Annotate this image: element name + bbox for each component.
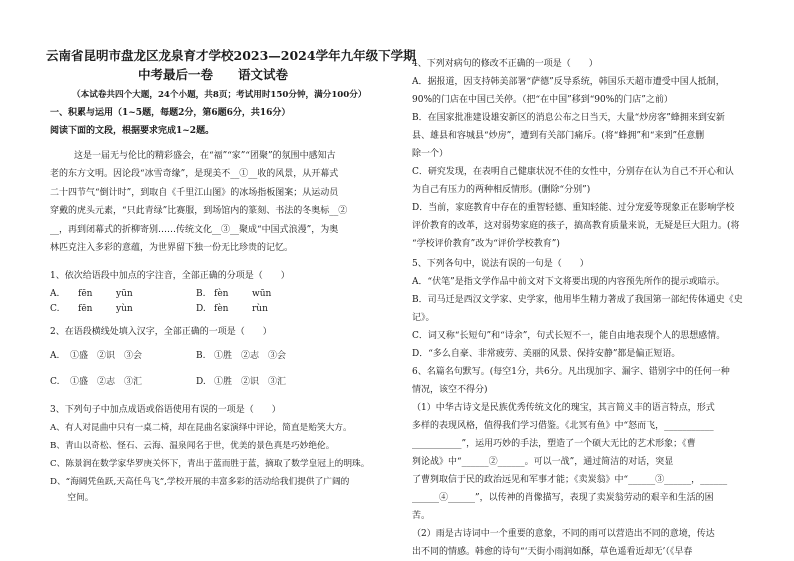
question-4: 4、下列对病句的修改不正确的一项是（ ） <box>412 59 598 69</box>
question-2: 2、在语段横线处填入汉字，全部正确的一项是（ ） <box>50 327 272 337</box>
exam-title-line1: 云南省昆明市盘龙区龙泉育才学校2023—2024学年九年级下学期 <box>46 48 416 63</box>
q4-line: 除一个） <box>412 149 449 159</box>
q1-option-b-value1: fèn <box>214 289 229 299</box>
q3-option: A、有人对昆曲中只有一桌二椅，却在昆曲名家演绎中评论，简直是贻笑大方。 <box>50 423 352 433</box>
q1-option-b-value2: wūn <box>252 289 272 299</box>
q6-line: 苦。 <box>412 511 431 521</box>
passage-line: 林匹克注入多彩的意蕴，为世界留下独一份无比珍贵的记忆。 <box>50 243 294 253</box>
q3-option: D、“海阔凭鱼跃,天高任鸟飞”,学校开展的丰富多彩的活动给我们提供了广阔的 <box>50 477 350 487</box>
q4-line: C．研究发现，在表明自己健康状况不佳的女性中，分别存在认为自己不开心和认 <box>412 167 734 177</box>
q4-line: B．在国家批准建设雄安新区的消息公布之日当天，大量“炒房客”蜂拥来到安新 <box>412 113 725 123</box>
q1-option-c-value2: yùn <box>116 304 133 314</box>
q6-line: 出不同的情感。韩愈的诗句“‘天街小雨润如酥，草色遥看近却无’（《早春 <box>412 547 693 557</box>
q4-line: A．据报道，因支持韩美部署“萨德”反导系统，韩国乐天超市遭受中国人抵制， <box>412 77 725 87</box>
q3-option: B、青山以奇松、怪石、云海、温泉闻名于世，优美的景色真是巧妙绝伦。 <box>50 441 335 451</box>
question-1: 1、依次给语段中加点的字注音，全部正确的分项是（ ） <box>50 271 290 281</box>
q6-line: （2）雨是古诗词中一个重要的意象，不同的雨可以营造出不同的意境，传达 <box>412 529 715 539</box>
q1-option-d-label: D. <box>196 304 206 314</box>
q2-option-b-text: ①胜 ②志 ③会 <box>214 351 287 361</box>
q3-option-continuation: 空间。 <box>50 493 94 503</box>
passage-line: __，再到闭幕式的折柳寄别……传统文化__③__聚成“中国式浪漫”，为奥 <box>50 225 339 235</box>
q1-option-c-label: C. <box>50 304 60 314</box>
q1-option-a-label: A. <box>50 289 60 299</box>
q1-option-a-value1: fēn <box>78 289 93 299</box>
q4-line: D．当前，家庭教育中存在的重智轻德、重知轻能、过分宠爱等现象正在影响学校 <box>412 203 735 213</box>
q2-option-d-text: ①胜 ②识 ③汇 <box>214 377 287 387</box>
q6-line: 多样的表现风格，值得我们学习借鉴。《北冥有鱼》中“怒而飞，___________ <box>412 421 714 431</box>
q2-option-b-label: B. <box>196 351 206 361</box>
passage-line: 二十四节气“倒计时”，到取自《千里江山图》的冰场指板图案；从运动员 <box>50 188 339 198</box>
q3-option: C、陈景润在数学家华罗庚关怀下，青出于蓝而胜于蓝，摘取了数学皇冠上的明珠。 <box>50 459 370 469</box>
passage-line: 穿戴的虎头元素，“只此青绿”比赛服，到场馆内的篆刻、书法的冬奥标__② <box>50 206 348 216</box>
passage-line: 老的东方文明。因论段“冰雪奇缘”，是现美不__①__收的风景，从开幕式 <box>50 169 339 179</box>
q2-option-a-label: A. <box>50 351 60 361</box>
exam-note: （本试卷共四个大题，24个小题，共8页；考试用时150分钟，满分100分） <box>72 90 367 100</box>
q2-option-d-label: D. <box>196 377 206 387</box>
q4-line: 评价教育的改革，这对弱势家庭的孩子，搞高教育质量来说，无疑是巨大阻力。(将 <box>412 221 740 231</box>
q5-line: A．“伏笔”是指文学作品中前文对下文将要出现的内容预先所作的提示或暗示。 <box>412 277 725 287</box>
q6-line: ______④______”，以传神的肖像描写，表现了卖炭翁劳动的艰辛和生活的困 <box>412 493 714 503</box>
q4-line: 为自己有压力的两种相反情形。(删除“分别”) <box>412 185 591 195</box>
section-1-heading: 一、积累与运用（1~5题，每题2分，第6题6分，共16分） <box>50 108 291 118</box>
q1-option-c-value1: fēn <box>78 304 93 314</box>
q2-option-c-text: ①盛 ②志 ③汇 <box>70 377 143 387</box>
q1-option-a-value2: yūn <box>116 289 133 299</box>
q6-line: （1）中华古诗文是民族优秀传统文化的瑰宝，其言简义丰的语言特点，形式 <box>412 403 715 413</box>
q4-line: 90%的门店在中国已关停。（把“在中国”移到“90%的门店”之前） <box>412 95 673 105</box>
q5-line: D．“多么自豪、非常疲劳、美丽的风景、保持安静”都是偏正短语。 <box>412 349 681 359</box>
q1-option-b-label: B. <box>196 289 206 299</box>
q2-option-a-text: ①盛 ②识 ③会 <box>70 351 143 361</box>
reading-instruction: 阅读下面的文段，根据要求完成1~2题。 <box>50 126 215 136</box>
q6-line: 了曹刿取信于民的政治远见和军事才能；《卖炭翁》中“______③______，______ <box>412 475 728 485</box>
q6-line: ___________”，运用巧妙的手法，塑造了一个硕大无比的艺术形象；《曹 <box>412 439 696 449</box>
q5-line: B．司马迁是西汉文学家、史学家，他用毕生精力著成了我国第一部纪传体通史《史 <box>412 295 743 305</box>
q5-line: 记》。 <box>412 313 435 323</box>
q4-line: 县、雄县和容城县“炒房”，遭到有关部门痛斥。(将“蜂拥”和“来到”任意删 <box>412 131 705 141</box>
q4-line: “学校评价教育”改为“评价学校教育”) <box>412 239 560 249</box>
q2-option-c-label: C. <box>50 377 60 387</box>
q5-line: C．词又称“长短句”和“诗余”，句式长短不一，能自由地表现个人的思想感情。 <box>412 331 726 341</box>
exam-title-line2: 中考最后一卷 语文试卷 <box>138 67 289 82</box>
q1-option-d-value1: fèn <box>214 304 229 314</box>
passage-line: 这是一届无与伦比的精彩盛会，在“福”“家”“团聚”的氛围中感知古 <box>56 151 336 161</box>
question-6: 6、名篇名句默写。(每空1分，共6分。凡出现加字、漏字、错别字中的任何一种 <box>412 367 730 377</box>
q1-option-d-value2: rùn <box>252 304 268 314</box>
question-5: 5、下列各句中，说法有误的一句是（ ） <box>412 259 589 269</box>
q6-line: 刿论战》中“______②______。可以一战”，通过简洁的对话，突显 <box>412 457 674 467</box>
q6-line: 情况，该空不得分) <box>412 385 488 395</box>
question-3: 3、下列句子中加点成语或俗语使用有误的一项是（ ） <box>50 405 281 415</box>
